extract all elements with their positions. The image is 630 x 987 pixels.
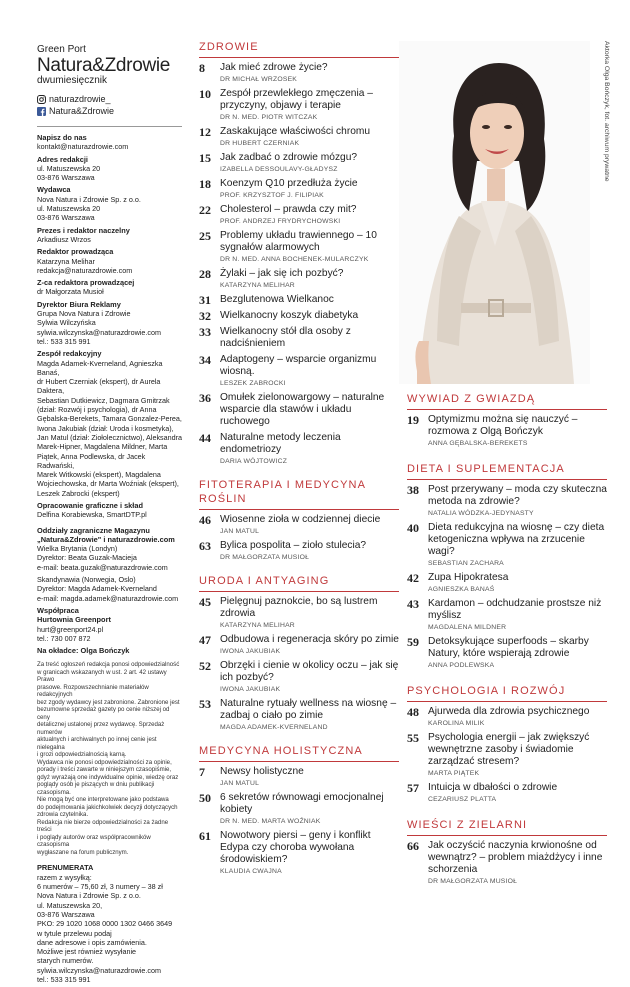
cover-photo-olga-bonczyk [399,41,590,384]
toc-entry[interactable] [407,732,607,778]
article-author: DR N. MED. MARTA WOŹNIAK [220,818,321,825]
page-number: 31 [199,293,211,307]
article-author: PROF. ANDRZEJ FRYDRYCHOWSKI [220,218,341,225]
entry-text [220,230,399,264]
toc-entry[interactable] [199,432,399,466]
colophon-text: Nova Natura i Zdrowie Sp. z o.o. ul. Matuszewska 20 03-876 Warszawa [37,194,141,223]
facebook-handle: Natura&Zdrowie [49,106,115,116]
entry-text [428,732,607,778]
colophon-block [37,278,182,297]
toc-entry[interactable] [407,840,607,886]
colophon-block [37,185,182,222]
article-author: KLAUDIA CWAJNA [220,868,282,875]
article-author: PROF. KRZYSZTOF J. FILIPIAK [220,192,324,199]
instagram-link[interactable] [37,93,182,105]
article-title: Jak zadbać o zdrowie mózgu? [220,152,358,163]
page-number: 28 [199,267,211,281]
entry-text [428,414,607,448]
page-number: 18 [199,177,211,191]
colophon-text: Skandynawia (Norwegia, Oslo) Dyrektor: Magda Adamek-Kverneland e-mail: magda.adamek@naturazdrowie.com [37,575,179,603]
article-title: 6 sekretów równowagi emocjonalnej kobiety [220,792,384,815]
article-title: Post przerywany – moda czy skuteczna metoda na zdrowie? [428,484,607,507]
article-author: JAN MATUL [220,780,260,787]
colophon-heading: Zespół redakcyjny [37,349,102,359]
article-author: DR MAŁGORZATA MUSIOŁ [220,554,310,561]
article-title: Cholesterol – prawda czy mit? [220,204,357,215]
entry-text [220,88,399,122]
colophon-text: kontakt@naturazdrowie.com [37,142,129,152]
colophon-heading: Adres redakcji [37,154,88,164]
entry-text [220,204,399,226]
facebook-icon [37,107,46,116]
article-author: SEBASTIAN ZACHARA [428,560,504,567]
article-author: AGNIESZKA BANAŚ [428,586,495,593]
section-heading: WYWIAD Z GWIAZDĄ [407,392,607,410]
toc-entry[interactable] [199,830,399,876]
toc-entry[interactable] [199,88,399,122]
article-title: Dieta redukcyjna na wiosnę – czy dieta ketogeniczna wpływa na zrzucenie wagi? [428,522,605,557]
toc-entry[interactable] [199,152,399,174]
facebook-link[interactable] [37,105,182,117]
article-title: Ajurweda dla zdrowia psychicznego [428,706,590,717]
article-author: DR MICHAŁ WRZOSEK [220,76,298,83]
entry-text [220,830,399,876]
colophon-text: Grupa Nova Natura i Zdrowie Sylwia Wilczyńska sylwia.wilczynska@naturazdrowie.com tel.: 533 315 991 [37,309,161,346]
article-title: Nowotwory piersi – geny i konflikt Edypa czy choroba wywołana środowiskiem? [220,830,371,865]
article-author: DR HUBERT CZERNIAK [220,140,300,147]
colophon-list-foreign [37,526,182,656]
toc-entry[interactable] [199,268,399,290]
article-author: CEZARIUSZ PLATTA [428,796,497,803]
colophon-block [37,526,182,572]
article-title: Kardamon – odchudzanie prostsze niż myślisz [428,598,602,621]
page-number: 15 [199,151,211,165]
article-title: Żylaki – jak się ich pozbyć? [220,268,344,279]
page-number: 22 [199,203,211,217]
instagram-handle: naturazdrowie_ [49,94,111,104]
colophon-divider [37,126,182,127]
toc-entry[interactable] [407,706,607,728]
article-title: Naturalne rytuały wellness na wiosnę – zadbaj o ciało po zimie [220,698,397,721]
article-author: IWONA JAKUBIAK [220,648,281,655]
article-title: Wielkanocny stół dla osoby z nadciśnieniem [220,326,351,349]
toc-entry[interactable] [199,126,399,148]
colophon-block [37,133,182,152]
colophon-block [37,349,182,498]
page-number: 46 [199,513,211,527]
article-title: Zespół przewlekłego zmęczenia – przyczyny, objawy i terapie [220,88,373,111]
entry-text [428,782,607,804]
entry-text [220,62,399,84]
page-number: 61 [199,829,211,843]
article-title: Zupa Hipokratesa [428,572,509,583]
toc-entry[interactable] [407,522,607,568]
article-author: MAGDA ADAMEK-KVERNELAND [220,724,328,731]
colophon-text: hurt@greenport24.pl tel.: 730 007 872 [37,624,104,643]
toc-entry[interactable] [199,698,399,732]
article-title: Wiosenne zioła w codziennej diecie [220,514,381,525]
colophon-list [37,133,182,520]
entry-text [428,572,607,594]
toc-section-fitoterapia [199,478,399,562]
colophon-column [37,44,182,987]
entry-text [428,484,607,518]
colophon-heading: Dyrektor Biura Reklamy [37,299,121,309]
entry-text [220,596,399,630]
section-heading: FITOTERAPIA I MEDYCYNA ROŚLIN [199,478,399,510]
entry-text [220,792,399,826]
page-number: 50 [199,791,211,805]
toc-entry[interactable] [199,660,399,694]
page-number: 40 [407,521,419,535]
article-author: DARIA WÓJTOWICZ [220,458,288,465]
toc-entry[interactable] [407,414,607,448]
page-number: 19 [407,413,419,427]
article-author: IWONA JAKUBIAK [220,686,281,693]
entry-text [220,514,399,536]
colophon-text: Magda Adamek-Kverneland, Agnieszka Banaś, dr Hubert Czerniak (ekspert), dr Aurela Daktera, Sebastian Dutkiewicz, Dagmara Gmitrzak (dział: Rozwój i psychologia), dr Anna Gębalska-Berekets, Tamara Gonzalez-Perea, Iwona Jakubiak (dział: Uroda i kosmetyka), Jan Matul (dział: Ziołolecznictwo), Aleksandra Marek-Hipner, Magdalena Mildner, Marta Piątek, Anna Podlewska, dr Jacek Radwański, Marek Witkowski (ekspert), Magdalena Wojciechowska, dr Marta Woźniak (ekspert), Leszek Zabrocki (ekspert) [37,358,183,498]
article-author: MARTA PIĄTEK [428,770,480,777]
page-number: 38 [407,483,419,497]
colophon-heading: Wydawca [37,185,71,195]
page-number: 7 [199,765,205,779]
article-title: Psychologia energii – jak zwiększyć wewnętrzne zasoby i świadomie zarządzać stresem? [428,732,590,767]
page-number: 53 [199,697,211,711]
entry-text [220,354,399,388]
toc-section-holistyczna [199,744,399,876]
woman-portrait-illustration [399,41,590,384]
section-heading: ZDROWIE [199,40,399,58]
article-title: Bylica pospolita – zioło stulecia? [220,540,367,551]
toc-section-psychologia [407,684,607,804]
colophon-heading: Napisz do nas [37,133,87,142]
colophon-block [37,300,182,346]
colophon-text: Wielka Brytania (Londyn) Dyrektor: Beata Guzak-Macieja e-mail: beata.guzak@naturazdrowie.com [37,544,168,572]
page-number: 36 [199,391,211,405]
page-number: 52 [199,659,211,673]
page-number: 10 [199,87,211,101]
colophon-heading: Redaktor prowadząca [37,247,114,257]
page-number: 63 [199,539,211,553]
article-author: ANNA GĘBALSKA-BEREKETS [428,440,528,447]
colophon-block [37,501,182,520]
article-title: Bezglutenowa Wielkanoc [220,294,334,305]
page-number: 44 [199,431,211,445]
page-number: 45 [199,595,211,609]
section-heading: DIETA I SUPLEMENTACJA [407,462,607,480]
colophon-heading: Współpraca Hurtownia Greenport [37,605,111,625]
article-title: Jak mieć zdrowe życie? [220,62,328,73]
article-author: ANNA PODLEWSKA [428,662,495,669]
article-author: KATARZYNA MELIHAR [220,282,295,289]
page-number: 66 [407,839,419,853]
colophon-block [37,646,182,655]
entry-text [220,178,399,200]
toc-entry[interactable] [199,540,399,562]
article-title: Koenzym Q10 przedłuża życie [220,178,358,189]
page-number: 42 [407,571,419,585]
toc-entry[interactable] [199,392,399,428]
colophon-heading: Prezes i redaktor naczelny [37,225,130,235]
toc-entry[interactable] [407,572,607,594]
entry-text [220,126,399,148]
toc-section-dieta [407,462,607,670]
toc-entry[interactable] [199,634,399,656]
entry-text [428,522,607,568]
publisher-name: Green Port [37,44,86,55]
article-author: MAGDALENA MILDNER [428,624,507,631]
magazine-title: Natura&Zdrowie [37,55,171,76]
toc-entry[interactable] [199,514,399,536]
subscription-text: razem z wysyłką: 6 numerów – 75,60 zł, 3 numery – 38 zł Nova Natura i Zdrowie Sp. z o.o. ul. Matuszewska 20, 03-876 Warszawa PKO: 29 1020 1068 0000 1302 0466 3649 w tytule przelewu podaj dane adresowe i opis zamówienia. Możliwe jest również wysyłanie starych numerów. sylwia.wilczynska@naturazdrowie.com tel.: 533 315 991 [37,872,173,984]
instagram-icon [37,95,46,104]
page-number: 32 [199,309,211,323]
section-heading: MEDYCYNA HOLISTYCZNA [199,744,399,762]
toc-column-right [407,392,607,890]
colophon-block [37,575,182,603]
page-number: 55 [407,731,419,745]
toc-column-middle [199,40,399,880]
entry-text [428,706,607,728]
article-author: DR N. MED. PIOTR WITCZAK [220,114,318,121]
magazine-frequency: dwumiesięcznik [37,75,108,86]
article-title: Wielkanocny koszyk diabetyka [220,310,359,321]
colophon-block [37,247,182,275]
toc-entry[interactable] [199,766,399,788]
article-title: Odbudowa i regeneracja skóry po zimie [220,634,399,645]
page-number: 57 [407,781,419,795]
entry-text [428,636,607,670]
entry-text [220,698,399,732]
page-number: 34 [199,353,211,367]
colophon-heading: Z-ca redaktora prowadzącej [37,278,135,288]
colophon-text: Delfina Korabiewska, SmartDTP.pl [37,510,147,520]
toc-section-wywiad [407,392,607,448]
entry-text [220,660,399,694]
entry-text [220,268,399,290]
toc-entry[interactable] [199,596,399,630]
entry-text [220,294,399,306]
page-number: 48 [407,705,419,719]
colophon-text: Arkadiusz Wrzos [37,234,91,244]
entry-text [220,634,399,656]
colophon-heading: Oddziały zagraniczne Magazynu „Natura&Zdrowie" i naturazdrowie.com [37,525,175,544]
entry-text [220,766,399,788]
article-author: KATARZYNA MELIHAR [220,622,295,629]
toc-entry[interactable] [199,310,399,322]
entry-text [220,310,399,322]
toc-entry[interactable] [199,62,399,84]
entry-text [428,840,607,886]
entry-text [220,540,399,562]
article-title: Intuicja w dbałości o zdrowie [428,782,558,793]
section-heading: URODA I ANTYAGING [199,574,399,592]
article-title: Detoksykujące superfoods – skarby Natury, które wspierają zdrowie [428,636,589,659]
article-author: DR N. MED. ANNA BOCHENEK-MULARCZYK [220,256,369,263]
entry-text [428,598,607,632]
section-heading: PSYCHOLOGIA I ROZWÓJ [407,684,607,702]
article-title: Optymizmu można się nauczyć – rozmowa z Olgą Bończyk [428,414,578,437]
toc-entry[interactable] [199,326,399,350]
article-title: Problemy układu trawiennego – 10 sygnałów alarmowych [220,230,377,253]
colophon-block [37,226,182,245]
toc-section-uroda [199,574,399,732]
page-number: 33 [199,325,211,339]
entry-text [220,326,399,350]
article-title: Naturalne metody leczenia endometriozy [220,432,341,455]
article-title: Jak oczyścić naczynia krwionośne od wewnątrz? – problem miażdżycy i inne schorzenia [428,840,603,875]
entry-text [220,392,399,428]
article-author: LESZEK ZABROCKI [220,380,286,387]
toc-entry[interactable] [199,204,399,226]
toc-entry[interactable] [199,792,399,826]
article-title: Pielęgnuj paznokcie, bo są lustrem zdrowia [220,596,378,619]
article-author: JAN MATUL [220,528,260,535]
toc-entry[interactable] [407,484,607,518]
page-number: 59 [407,635,419,649]
page-number: 47 [199,633,211,647]
colophon-block [37,606,182,643]
colophon-text: ul. Matuszewska 20 03-876 Warszawa [37,163,101,183]
article-title: Obrzęki i cienie w okolicy oczu – jak się ich pozbyć? [220,660,399,683]
toc-section-zdrowie [199,40,399,466]
colophon-block [37,155,182,183]
article-title: Zaskakujące właściwości chromu [220,126,371,137]
article-author: KAROLINA MILIK [428,720,485,727]
article-title: Adaptogeny – wsparcie organizmu wiosną. [220,354,377,377]
legal-disclaimer: Za treść ogłoszeń redakcja ponosi odpowiedzialność w granicach wskazanych w ust. 2 art. 42 ustawy Prawo prasowe. Rozpowszechnianie materiałów redakcyjnych bez zgody wydawcy jest zabronione. Zabronione jest bezumowne sprzedaż gazety po cenie niższej od ceny detalicznej ustalonej przez wydawcę. Sprzedaż numerów aktualnych i archiwalnych po innej cenie jest nielegalna i grozi odpowiedzialnością karną. Wydawca nie ponosi odpowiedzialności za opinie, porady i treści zawarte w niniejszym czasopiśmie, gdyż wyrażają one indywidualne opinie, wiedzę oraz poglądy osób je piszących w dniu publikacji czasopisma. Nie mogą być one interpretowane jako podstawa do podejmowania jakichkolwiek decyzji dotyczących zdrowia czytelnika. Redakcja nie bierze odpowiedzialności za żadne treści i poglądy autorów oraz współpracowników czasopisma wygłaszane na forum publicznym. [37,661,180,856]
toc-section-zielarni [407,818,607,886]
colophon-text: dr Małgorzata Musioł [37,287,104,297]
section-heading: WIEŚCI Z ZIELARNI [407,818,607,836]
colophon-heading: Opracowanie graficzne i skład [37,500,143,510]
subscription-heading: PRENUMERATA [37,863,94,873]
article-title: Omułek zielonowargowy – naturalne wsparcie dla stawów i układu ruchowego [220,392,385,427]
article-title: Newsy holistyczne [220,766,304,777]
article-author: NATALIA WÓDZKA-JEDYNASTY [428,510,534,517]
page-number: 8 [199,61,205,75]
toc-entry[interactable] [407,782,607,804]
toc-entry[interactable] [199,178,399,200]
entry-text [220,432,399,466]
article-author: IZABELLA DESSOULAVY-GŁADYSZ [220,166,338,173]
photo-credit: Aktorka Olga Bończyk, fot. archiwum prywatne [603,41,610,182]
page-number: 12 [199,125,211,139]
entry-text [220,152,399,174]
toc-entry[interactable] [199,230,399,264]
toc-entry[interactable] [407,598,607,632]
colophon-heading: Na okładce: Olga Bończyk [37,646,130,656]
page-number: 25 [199,229,211,243]
toc-entry[interactable] [199,294,399,306]
toc-entry[interactable] [199,354,399,388]
colophon-text: Katarzyna Melihar redakcja@naturazdrowie.com [37,256,133,275]
subscription-block [37,863,182,984]
article-author: DR MAŁGORZATA MUSIOŁ [428,878,518,885]
toc-entry[interactable] [407,636,607,670]
page-number: 43 [407,597,419,611]
